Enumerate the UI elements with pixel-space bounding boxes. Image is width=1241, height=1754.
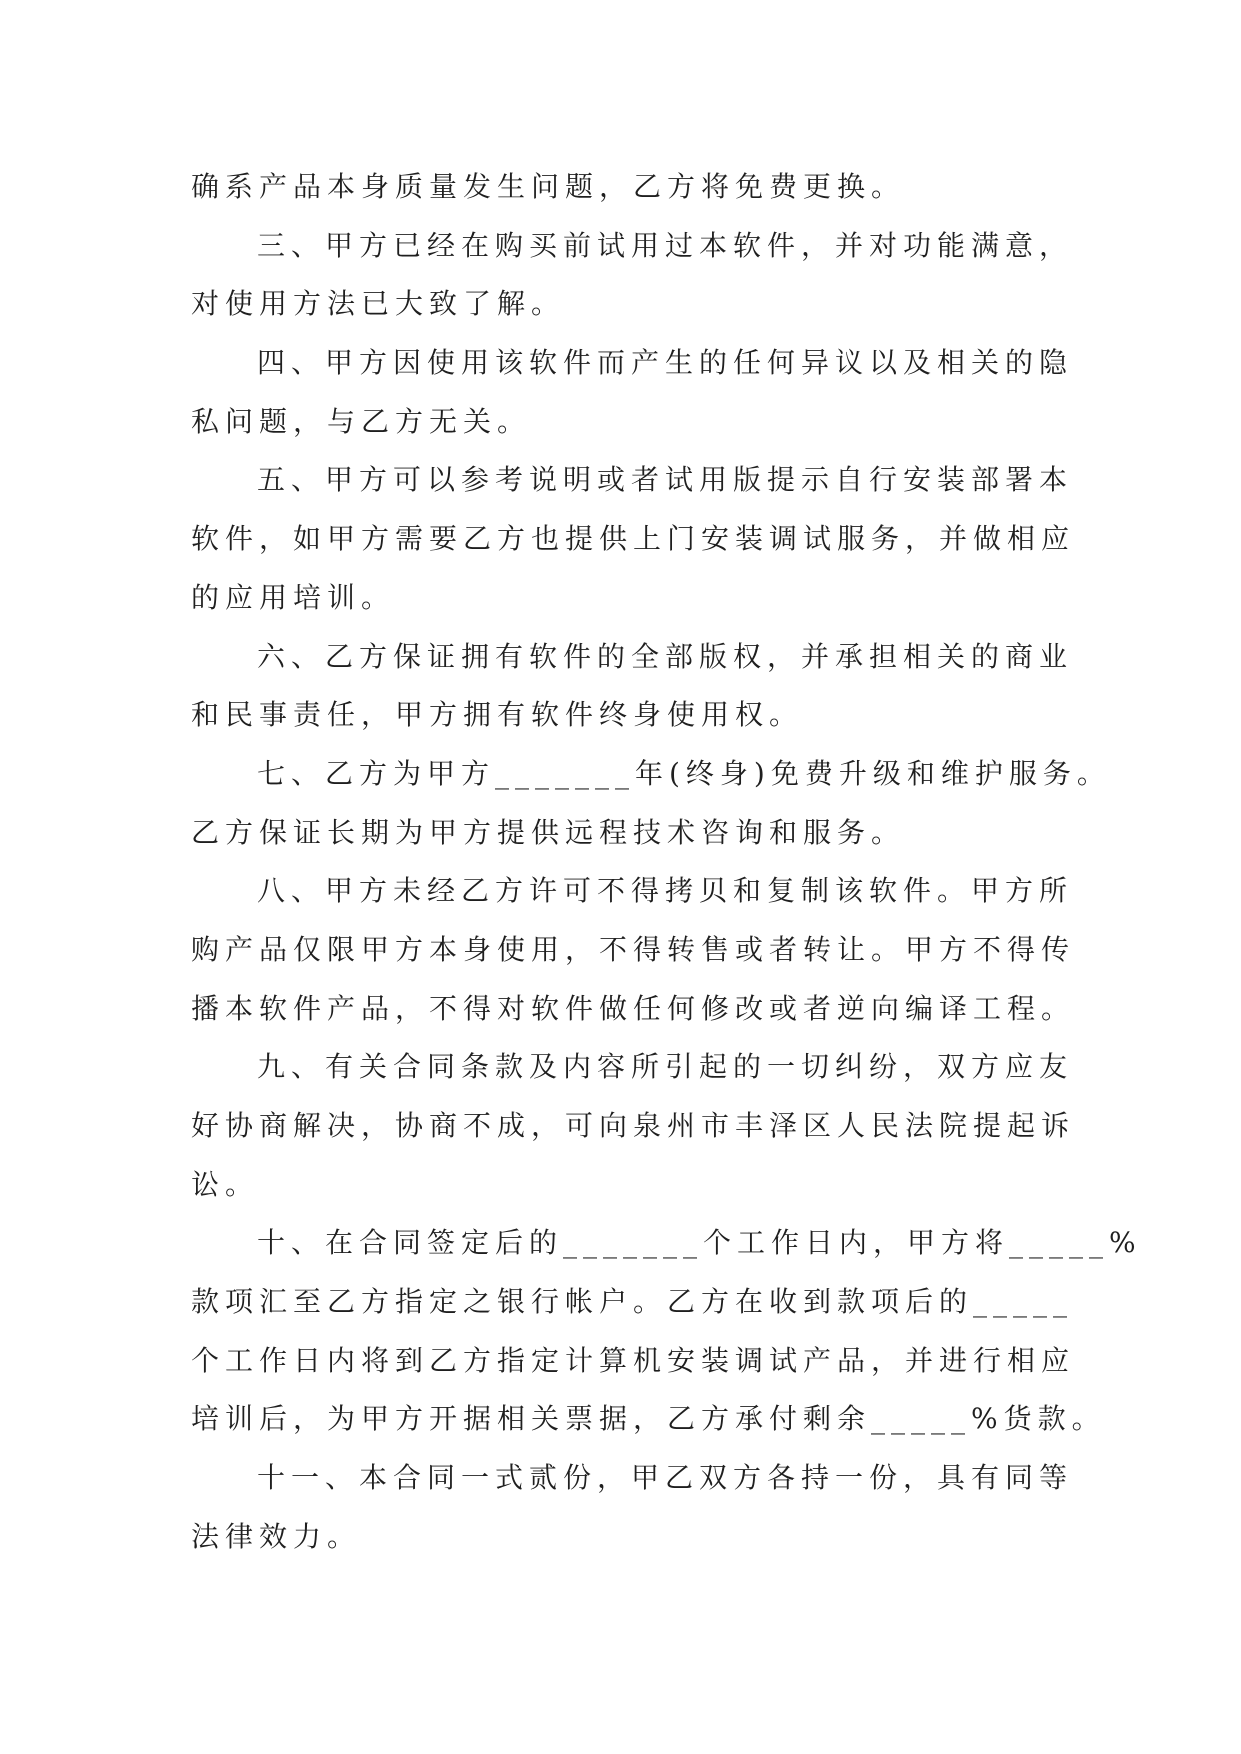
clause-3-line-1: 三、甲方已经在购买前试用过本软件，并对功能满意， — [257, 228, 1074, 262]
contract-text — [191, 158, 1142, 1567]
clause-5-line-2: 软件，如甲方需要乙方也提供上门安装调试服务，并做相应 — [191, 522, 1076, 556]
clause-8-line-1: 八、甲方未经乙方许可不得拷贝和复制该软件。甲方所 — [257, 874, 1074, 908]
text-line: 确系产品本身质量发生问题，乙方将免费更换。 — [191, 170, 906, 203]
clause-10-line-4: 培训后，为甲方开据相关票据，乙方承付剩余_____%货款。 — [191, 1402, 1106, 1436]
clause-10-line-3: 个工作日内将到乙方指定计算机安装调试产品，并进行相应 — [191, 1343, 1076, 1377]
clause-8-line-3: 播本软件产品，不得对软件做任何修改或者逆向编译工程。 — [191, 991, 1076, 1025]
clause-5-line-3: 的应用培训。 — [191, 580, 396, 614]
clause-10-line-1: 十、在合同签定后的_______个工作日内，甲方将_____% — [257, 1226, 1142, 1260]
clause-10-line-2: 款项汇至乙方指定之银行帐户。乙方在收到款项后的_____ — [191, 1285, 1074, 1319]
clause-11-line-1: 十一、本合同一式贰份，甲乙双方各持一份，具有同等 — [257, 1461, 1074, 1495]
clause-5-line-1: 五、甲方可以参考说明或者试用版提示自行安装部署本 — [257, 463, 1074, 497]
clause-4-line-1: 四、甲方因使用该软件而产生的任何异议以及相关的隐 — [257, 346, 1074, 380]
clause-6-line-2: 和民事责任，甲方拥有软件终身使用权。 — [191, 698, 804, 732]
clause-7-line-1: 七、乙方为甲方_______年(终身)免费升级和维护服务。 — [257, 756, 1111, 790]
clause-9-line-2: 好协商解决，协商不成，可向泉州市丰泽区人民法院提起诉 — [191, 1109, 1076, 1142]
clause-3-line-2: 对使用方法已大致了解。 — [191, 287, 566, 321]
clause-11-line-2: 法律效力。 — [191, 1519, 362, 1553]
clause-7-line-2: 乙方保证长期为甲方提供远程技术咨询和服务。 — [191, 815, 906, 849]
clause-4-line-2: 私问题，与乙方无关。 — [191, 404, 532, 438]
clause-9-line-1: 九、有关合同条款及内容所引起的一切纠纷，双方应友 — [257, 1050, 1074, 1084]
clause-6-line-1: 六、乙方保证拥有软件的全部版权，并承担相关的商业 — [257, 639, 1074, 673]
clause-9-line-3: 讼。 — [191, 1167, 260, 1201]
clause-8-line-2: 购产品仅限甲方本身使用，不得转售或者转让。甲方不得传 — [191, 932, 1076, 966]
